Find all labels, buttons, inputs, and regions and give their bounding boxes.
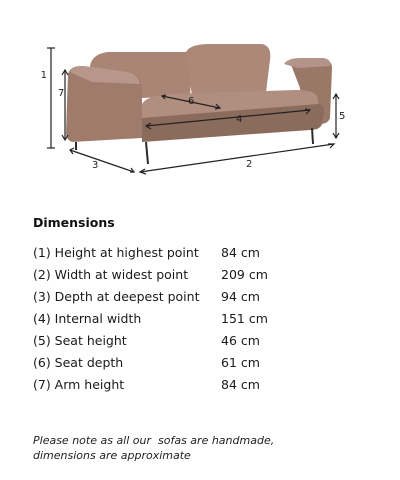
dimension-value: 94 cm xyxy=(221,289,260,304)
dimension-label: (4) Internal width xyxy=(33,311,142,326)
callout-3: 3 xyxy=(92,160,99,171)
dimension-label: (3) Depth at deepest point xyxy=(33,289,200,304)
callout-5: 5 xyxy=(339,111,346,122)
sofa-dimension-diagram xyxy=(0,0,400,190)
dimension-row-seat-height xyxy=(33,332,333,354)
dimension-value: 209 cm xyxy=(221,267,268,282)
callout-7: 7 xyxy=(58,88,65,99)
callout-4: 4 xyxy=(236,114,243,125)
callout-6: 6 xyxy=(188,96,195,107)
dimension-label: (1) Height at highest point xyxy=(33,245,199,260)
disclaimer-line-2: dimensions are approximate xyxy=(33,449,191,462)
dimension-label: (6) Seat depth xyxy=(33,355,124,370)
dimensions-heading: Dimensions xyxy=(33,215,115,230)
dimensions-list xyxy=(33,244,333,398)
callout-1: 1 xyxy=(40,70,47,81)
dimension-row-depth xyxy=(33,288,333,310)
dimension-label: (5) Seat height xyxy=(33,333,127,348)
leg-front-left xyxy=(146,142,148,164)
dimension-value: 151 cm xyxy=(221,311,268,326)
disclaimer-line-1: Please note as all our sofas are handmade, xyxy=(33,434,275,447)
dimension-row-internal-width xyxy=(33,310,333,332)
callout-2: 2 xyxy=(246,159,253,170)
dimension-value: 61 cm xyxy=(221,355,260,370)
dimension-row-seat-depth xyxy=(33,354,333,376)
dimension-row-width xyxy=(33,266,333,288)
dimension-label: (2) Width at widest point xyxy=(33,267,189,282)
leg-front-right xyxy=(312,128,313,144)
dimension-value: 84 cm xyxy=(221,245,260,260)
dimension-row-height xyxy=(33,244,333,266)
dimension-value: 46 cm xyxy=(221,333,260,348)
dimension-row-arm-height xyxy=(33,376,333,398)
dimension-value: 84 cm xyxy=(221,377,260,392)
back-cushion-right xyxy=(186,44,270,96)
handmade-disclaimer xyxy=(33,433,373,463)
dimension-label: (7) Arm height xyxy=(33,377,125,392)
